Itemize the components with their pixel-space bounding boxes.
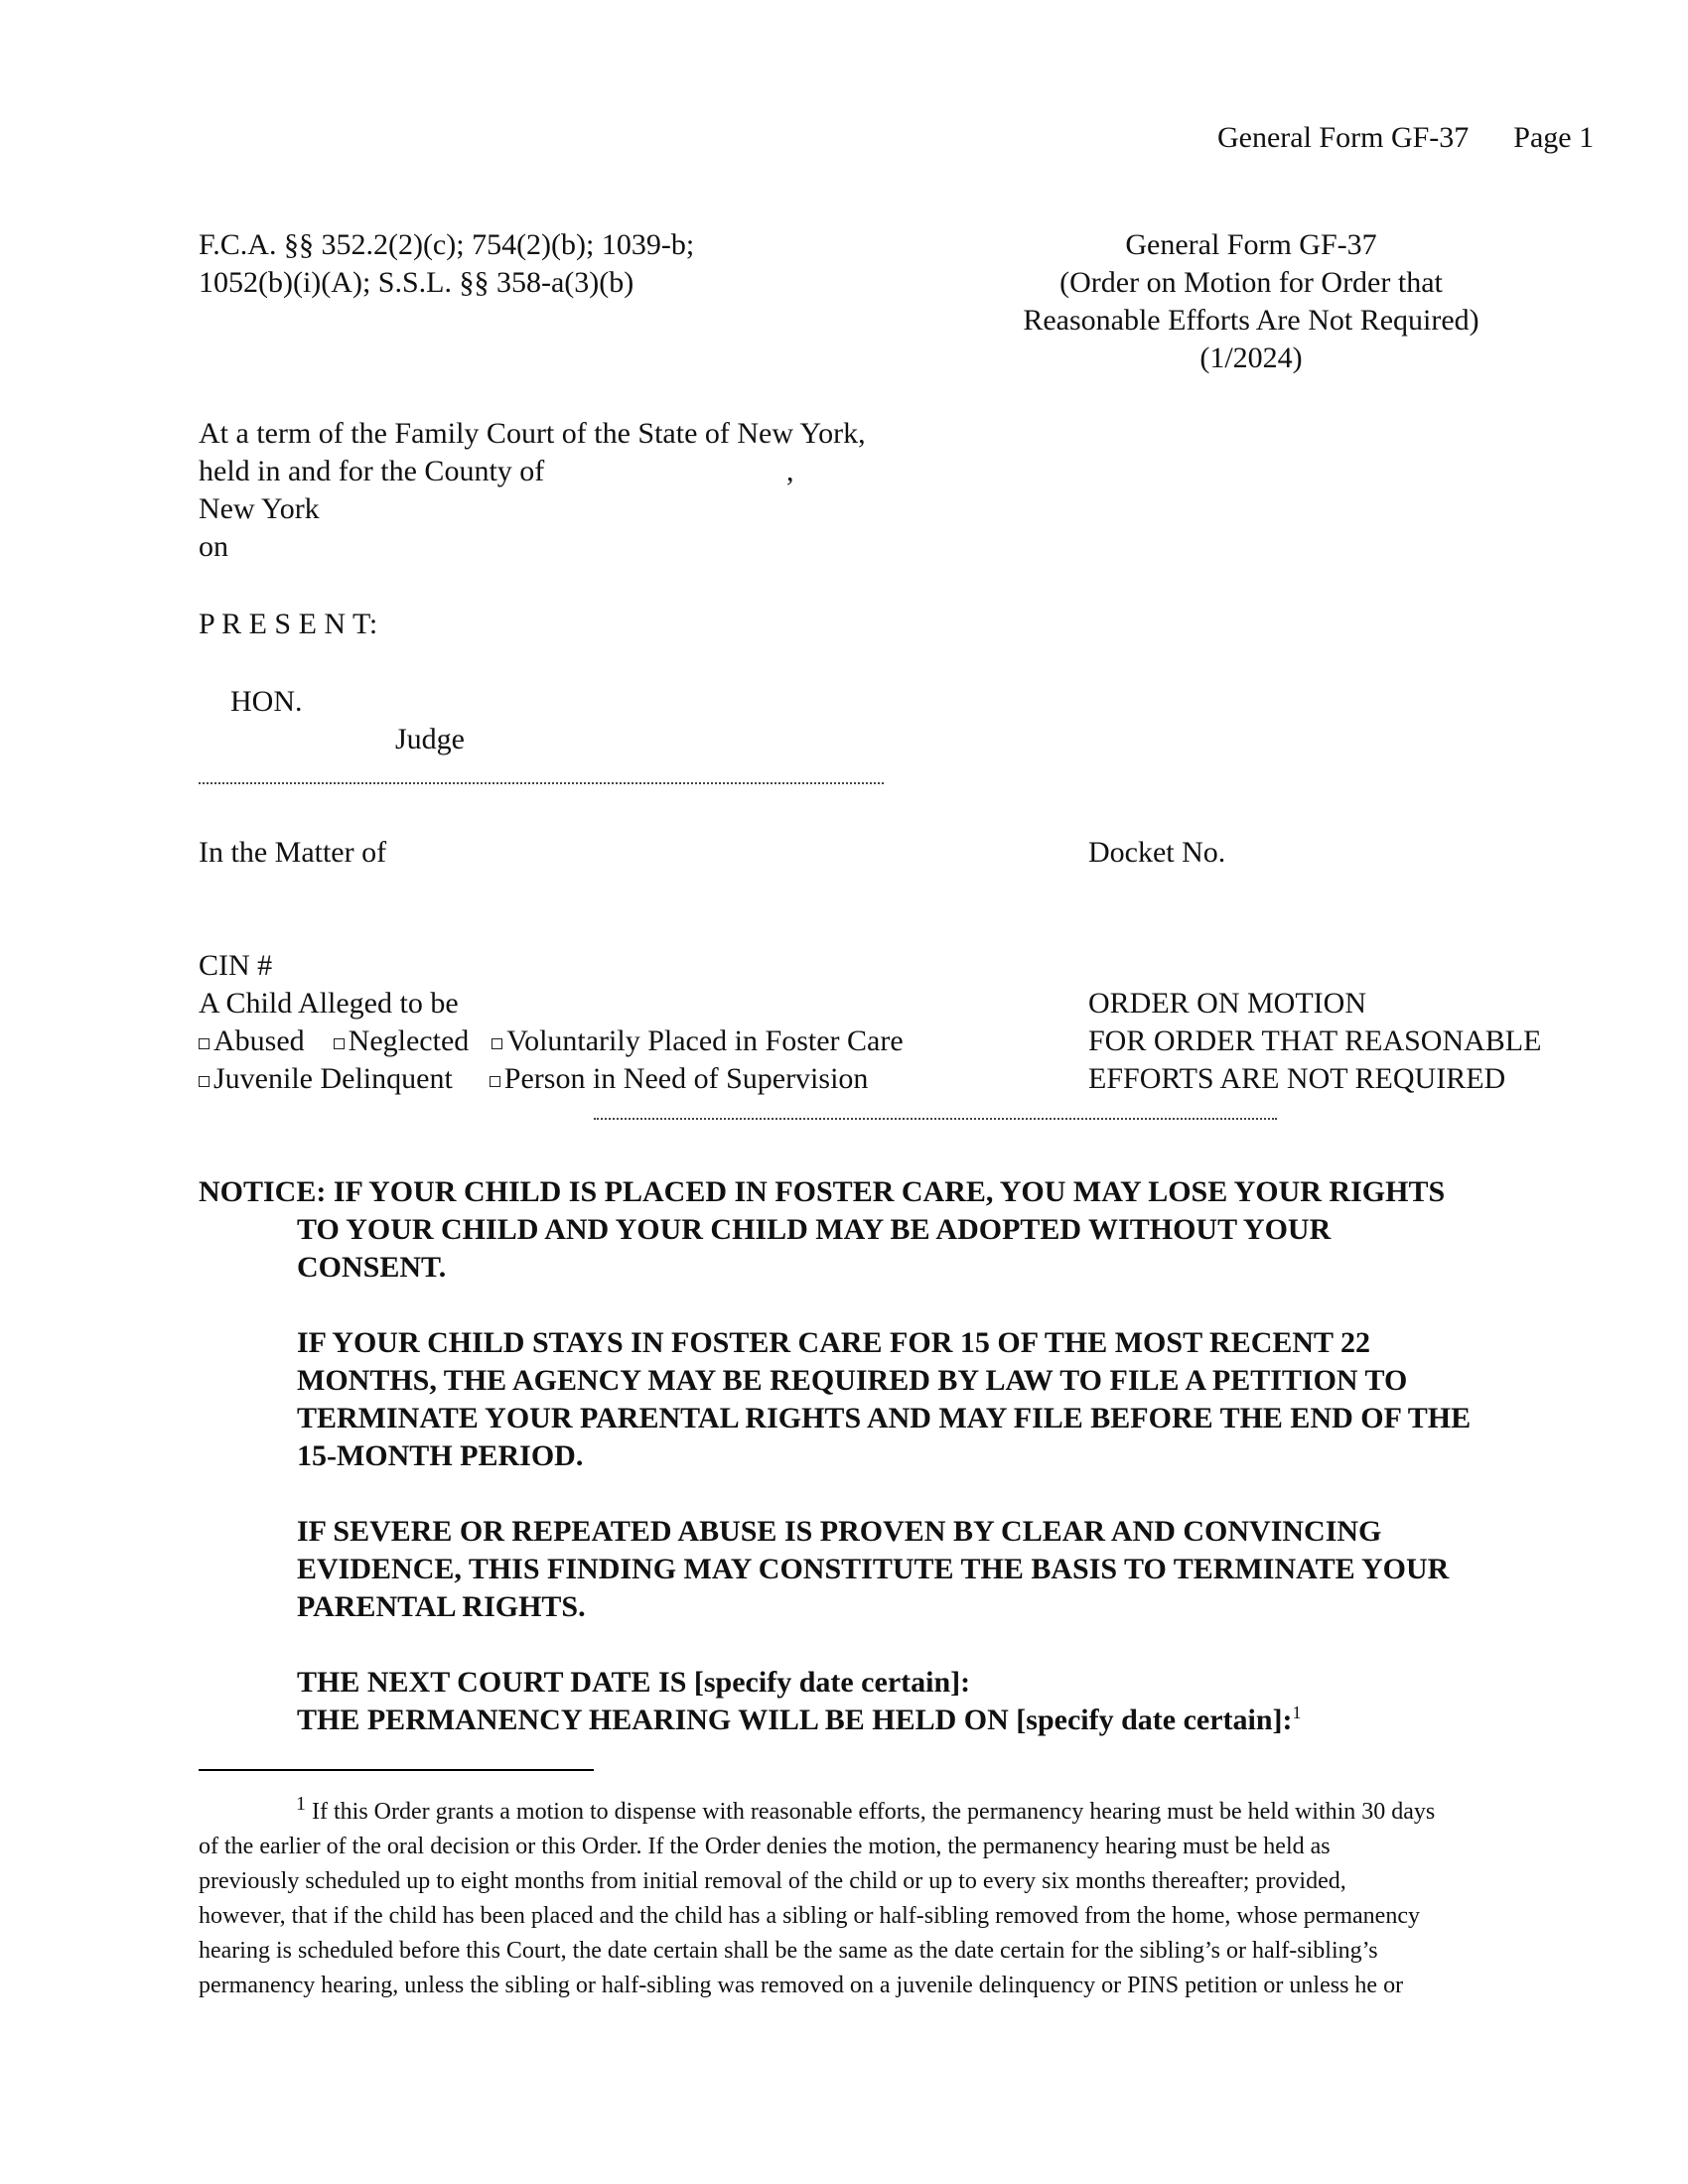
notice-p1-line-2: TO YOUR CHILD AND YOUR CHILD MAY BE ADOPTED WITHOUT YOUR xyxy=(297,1213,1332,1246)
notice-p2-line-4: 15-MONTH PERIOD. xyxy=(297,1439,584,1472)
order-title-line-1: ORDER ON MOTION xyxy=(1088,987,1366,1020)
court-county-line: held in and for the County of xyxy=(199,455,545,487)
county-blank-comma: , xyxy=(786,455,794,487)
pins-option[interactable]: Person in Need of Supervision xyxy=(490,1062,869,1095)
abused-checkbox[interactable] xyxy=(199,1038,210,1049)
footnote-line-2: of the earlier of the oral decision or this Order. If the Order denies the motion, the permanency hearing must be held as xyxy=(199,1834,1331,1859)
footnote-line-6: permanency hearing, unless the sibling or half-sibling was removed on a juvenile delinquency or PINS petition or unless he or xyxy=(199,1973,1404,1998)
footnote-line-3: previously scheduled up to eight months from initial removal of the child or up to every six months thereafter; provided, xyxy=(199,1868,1346,1894)
court-state-line: New York xyxy=(199,492,320,525)
form-title-line-2: (Order on Motion for Order that xyxy=(1059,266,1443,299)
form-title-line-3: Reasonable Efforts Are Not Required) xyxy=(1023,304,1479,337)
footnote-line-5: hearing is scheduled before this Court, the date certain shall be the same as the date certain for the sibling’s or half-sibling’s xyxy=(199,1938,1378,1964)
footnote-reference[interactable]: 1 xyxy=(1292,1703,1302,1722)
next-court-date-line: THE NEXT COURT DATE IS [specify date certain]: xyxy=(297,1666,971,1699)
notice-p3-line-1: IF SEVERE OR REPEATED ABUSE IS PROVEN BY CLEAR AND CONVINCING xyxy=(297,1515,1382,1548)
juvenile-delinquent-option[interactable]: Juvenile Delinquent xyxy=(199,1062,453,1095)
neglected-option[interactable]: Neglected xyxy=(334,1024,470,1057)
order-title-line-3: EFFORTS ARE NOT REQUIRED xyxy=(1088,1062,1506,1095)
footnote-line-1: $^1$ If this Order grants a motion to dispense with reasonable efforts, the permanency hearing must be held within 30 days xyxy=(296,1793,1436,1825)
caption-divider-bottom xyxy=(594,1118,1277,1120)
form-title-line-1: General Form GF-37 xyxy=(1125,228,1377,261)
notice-p1-line-3: CONSENT. xyxy=(297,1251,447,1284)
judge-label: Judge xyxy=(395,723,465,755)
cin-label: CIN # xyxy=(199,949,273,982)
case-type-row-1 xyxy=(199,1023,904,1060)
voluntary-placement-option[interactable]: Voluntarily Placed in Foster Care xyxy=(492,1024,903,1057)
pins-checkbox[interactable] xyxy=(490,1076,500,1087)
court-date-line: on xyxy=(199,530,228,563)
neglected-checkbox[interactable] xyxy=(334,1038,345,1049)
notice-p2-line-3: TERMINATE YOUR PARENTAL RIGHTS AND MAY FILE BEFORE THE END OF THE xyxy=(297,1402,1472,1434)
statute-citation-line-2: 1052(b)(i)(A); S.S.L. §§ 358-a(3)(b) xyxy=(199,266,634,299)
permanency-hearing-text: THE PERMANENCY HEARING WILL BE HELD ON [specify date certain]: xyxy=(297,1704,1293,1736)
notice-p3-line-2: EVIDENCE, THIS FINDING MAY CONSTITUTE THE BASIS TO TERMINATE YOUR xyxy=(297,1553,1450,1585)
caption-divider-top xyxy=(199,782,884,784)
docket-number-label: Docket No. xyxy=(1088,836,1226,869)
header-form-id: General Form GF-37 xyxy=(1217,121,1470,154)
abused-option[interactable]: Abused xyxy=(199,1024,305,1057)
footnote-line-4: however, that if the child has been placed and the child has a sibling or half-sibling removed from the home, whose permanency xyxy=(199,1903,1420,1929)
notice-p2-line-2: MONTHS, THE AGENCY MAY BE REQUIRED BY LAW TO FILE A PETITION TO xyxy=(297,1364,1408,1397)
present-label: P R E S E N T: xyxy=(199,608,378,640)
notice-p3-line-3: PARENTAL RIGHTS. xyxy=(297,1590,586,1623)
voluntary-placement-checkbox[interactable] xyxy=(492,1038,502,1049)
form-revision-date: (1/2024) xyxy=(1199,341,1303,374)
permanency-hearing-line xyxy=(297,1702,1302,1739)
judge-honorific: HON. xyxy=(230,685,303,718)
footnote-separator xyxy=(199,1769,594,1771)
case-type-row-2 xyxy=(199,1060,868,1098)
child-alleged-label: A Child Alleged to be xyxy=(199,987,459,1020)
statute-citation-line-1: F.C.A. §§ 352.2(2)(c); 754(2)(b); 1039-b; xyxy=(199,228,695,261)
court-term-line: At a term of the Family Court of the State of New York, xyxy=(199,417,866,450)
in-the-matter-of: In the Matter of xyxy=(199,836,387,869)
notice-p1-line-1: NOTICE: IF YOUR CHILD IS PLACED IN FOSTER CARE, YOU MAY LOSE YOUR RIGHTS xyxy=(199,1175,1446,1208)
notice-p2-line-1: IF YOUR CHILD STAYS IN FOSTER CARE FOR 15 OF THE MOST RECENT 22 xyxy=(297,1326,1371,1359)
header-page-number: Page 1 xyxy=(1513,121,1595,154)
order-title-line-2: FOR ORDER THAT REASONABLE xyxy=(1088,1024,1542,1057)
footnote-marker: 1 xyxy=(296,1793,306,1815)
page-header xyxy=(1217,119,1594,157)
juvenile-delinquent-checkbox[interactable] xyxy=(199,1076,210,1087)
